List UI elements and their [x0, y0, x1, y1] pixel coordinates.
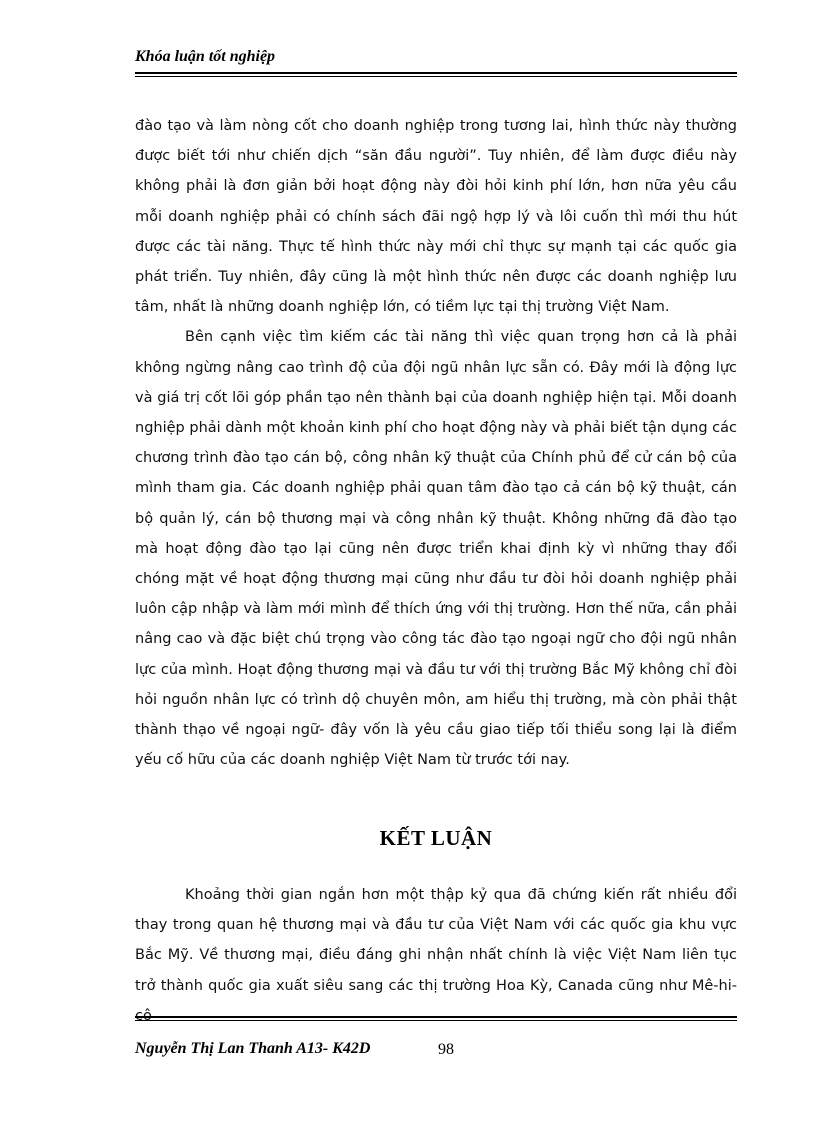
body-text [135, 111, 737, 775]
header-title: Khóa luận tốt nghiệp [135, 48, 276, 65]
conclusion-text [135, 880, 737, 1031]
footer-divider [135, 1016, 737, 1021]
footer-author: Nguyễn Thị Lan Thanh A13- K42D [135, 1040, 371, 1057]
body-paragraph-1: đào tạo và làm nòng cốt cho doanh nghiệp trong tương lai, hình thức này thường được biết tới như chiến dịch “săn đầu người”. Tuy nhiên, để làm được điều này không phải là đơn giản bởi hoạt động này đòi hỏi kinh phí lớn, hơn nữa yêu cầu mỗi doanh nghiệp phải có chính sách đãi ngộ hợp lý và lôi cuốn thì mới thu hút được các tài năng. Thực tế hình thức này mới chỉ thực sự mạnh tại các quốc gia phát triển. Tuy nhiên, đây cũng là một hình thức nên được các doanh nghiệp lưu tâm, nhất là những doanh nghiệp lớn, có tiềm lực tại thị trường Việt Nam. [135, 118, 737, 316]
conclusion-paragraph: Khoảng thời gian ngắn hơn một thập kỷ qua đã chứng kiến rất nhiều đổi thay trong quan hệ thương mại và đầu tư của Việt Nam với các quốc gia khu vực Bắc Mỹ. Về thương mại, điều đáng ghi nhận nhất chính là việc Việt Nam liên tục trở thành quốc gia xuất siêu sang các thị trường Hoa Kỳ, Canada cũng như Mê-hi-cô [135, 887, 737, 1024]
header-divider [135, 72, 737, 77]
body-paragraph-2: Bên cạnh việc tìm kiếm các tài năng thì việc quan trọng hơn cả là phải không ngừng nâng cao trình độ của đội ngũ nhân lực sẵn có. Đây mới là động lực và giá trị cốt lõi góp phần tạo nên thành bại của doanh nghiệp hiện tại. Mỗi doanh nghiệp phải dành một khoản kinh phí cho hoạt động này và phải biết tận dụng các chương trình đào tạo cán bộ, công nhân kỹ thuật của Chính phủ để cử cán bộ của mình tham gia. Các doanh nghiệp phải quan tâm đào tạo cả cán bộ kỹ thuật, cán bộ quản lý, cán bộ thương mại và công nhân kỹ thuật. Không những đã đào tạo mà hoạt động đào tạo lại cũng nên được triển khai định kỳ vì những thay đổi chóng mặt về hoạt động thương mại cũng như đầu tư đòi hỏi doanh nghiệp phải luôn cập nhập và làm mới mình để thích ứng với thị trường. Hơn thế nữa, cần phải nâng cao và đặc biệt chú trọng vào công tác đào tạo ngoại ngữ cho đội ngũ nhân lực của mình. Hoạt động thương mại và đầu tư với thị trường Bắc Mỹ không chỉ đòi hỏi nguồn nhân lực có trình dộ chuyên môn, am hiểu thị trường, mà còn phải thật thành thạo về ngoại ngữ- đây vốn là yêu cầu giao tiếp tối thiểu song lại là điểm yếu cố hữu của các doanh nghiệp Việt Nam từ trước tới nay. [135, 329, 737, 769]
page-number: 98 [438, 1041, 454, 1058]
conclusion-heading: KẾT LUẬN [379, 826, 493, 850]
